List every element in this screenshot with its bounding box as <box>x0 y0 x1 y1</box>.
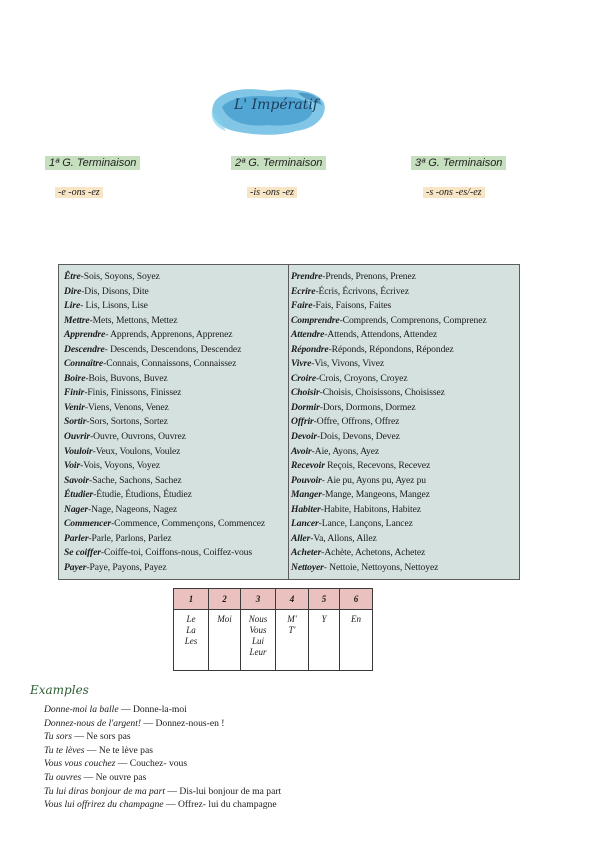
verb-forms: -Sors, Sortons, Sortez <box>86 416 168 428</box>
conjugation-row <box>291 488 519 503</box>
verb-forms: -Crois, Croyons, Croyez <box>316 372 408 384</box>
verb: Être <box>64 271 81 282</box>
example-result: — Couchez- vous <box>115 758 188 770</box>
example-item <box>44 771 281 785</box>
conjugation-column-left <box>59 265 289 579</box>
verb-forms: -Sois, Soyons, Soyez <box>80 271 160 282</box>
verb: Se coiffer <box>64 547 101 559</box>
example-result: — Offrez- lui du champagne <box>163 799 277 811</box>
verb-forms: -Choisis, Choisissons, Choisissez <box>319 387 445 399</box>
example-phrase: Tu lui diras bonjour de ma part <box>44 785 166 797</box>
example-item <box>44 785 281 799</box>
conjugation-row <box>291 561 519 576</box>
conjugation-row <box>64 285 288 300</box>
verb: Choisir <box>291 387 320 399</box>
verb: Dire <box>64 285 82 297</box>
verb-forms: -Paye, Payons, Payez <box>86 561 167 573</box>
verb: Acheter <box>291 547 322 559</box>
verb-forms: -Dois, Devons, Devez <box>317 431 400 443</box>
example-item <box>44 730 281 744</box>
page-title: L' Impératif <box>234 97 318 113</box>
verb-forms: -Réponds, Répondons, Répondez <box>328 343 454 355</box>
group-endings: -e -ons -ez <box>55 187 103 198</box>
pronoun-header-cell: 6 <box>340 589 373 610</box>
verb: Nettoyer <box>291 561 324 573</box>
conjugation-row <box>64 401 288 416</box>
group-3 <box>411 153 506 198</box>
verb-forms: -Connais, Connaissons, Connaissez <box>103 358 237 370</box>
pronoun-cell <box>174 610 209 671</box>
group-header: 3ª G. Terminaison <box>411 156 506 170</box>
pronoun-cell-text: M' T' <box>287 614 297 635</box>
verb: Attendre <box>291 329 325 341</box>
verb: Répondre <box>291 343 329 355</box>
example-phrase: Vous lui offrirez du champagne <box>44 799 164 811</box>
example-phrase: Tu ouvres <box>44 771 82 783</box>
verb: Offrir <box>291 416 314 428</box>
conjugation-row <box>291 445 519 460</box>
verb: Descendre <box>64 343 105 355</box>
pronoun-cell <box>276 610 309 671</box>
example-phrase: Donnez-nous de l'argent! <box>44 717 142 729</box>
verb-forms: -Mets, Mettons, Mettez <box>89 314 178 326</box>
pronoun-cell-text: Le La Les <box>184 614 198 646</box>
verb-forms: -Aie, Ayons, Ayez <box>311 445 380 457</box>
verb-forms: -Prends, Prenons, Prenez <box>322 271 416 282</box>
verb-forms: -Fais, Faisons, Faites <box>312 300 392 312</box>
pronoun-header-row <box>174 589 373 610</box>
conjugation-row <box>291 314 519 329</box>
conjugation-row <box>64 445 288 460</box>
verb: Vouloir <box>64 445 93 457</box>
verb-forms: - Apprends, Apprenons, Apprenez <box>105 329 233 341</box>
conjugation-row <box>291 401 519 416</box>
conjugation-row <box>291 430 519 445</box>
conjugation-column-right <box>289 265 519 579</box>
verb-forms: - Descends, Descendons, Descendez <box>104 343 242 355</box>
verb-forms: -Coiffe-toi, Coiffons-nous, Coiffez-vous <box>100 547 253 559</box>
example-result: — Ne te lève pas <box>84 744 153 756</box>
pronoun-header-cell: 4 <box>276 589 309 610</box>
verb: Savoir <box>64 474 89 486</box>
pronoun-body-row <box>174 610 373 671</box>
conjugation-row <box>64 386 288 401</box>
verb: Apprendre <box>64 329 106 341</box>
verb-forms: - Nettoie, Nettoyons, Nettoyez <box>323 561 439 573</box>
verb-forms: -Écris, Écrivons, Écrivez <box>315 285 409 297</box>
example-result: — Dis-lui bonjour de ma part <box>165 785 282 797</box>
example-result: — Donnez-nous-en ! <box>141 717 225 729</box>
conjugation-row <box>64 474 288 489</box>
example-phrase: Tu sors <box>44 731 72 743</box>
verb-forms: -Vis, Vivons, Vivez <box>311 358 385 370</box>
verb: Dormir <box>291 401 320 413</box>
verb: Recevoir <box>291 460 325 472</box>
verb: Vivre <box>291 358 312 370</box>
pronoun-header-cell: 3 <box>241 589 276 610</box>
conjugation-row <box>291 299 519 314</box>
example-phrase: Donne-moi la balle <box>44 704 119 715</box>
verb: Lire <box>64 300 81 312</box>
verb-forms: -Commence, Commençons, Commencez <box>111 518 266 530</box>
verb-forms: -Ouvre, Ouvrons, Ouvrez <box>90 431 186 443</box>
verb: Finir <box>64 387 85 399</box>
group-endings: -s -ons -es/-ez <box>423 187 485 198</box>
verb: Aller <box>291 532 311 544</box>
conjugation-row <box>64 561 288 576</box>
verb: Manger <box>291 489 322 501</box>
verb: Connaître <box>64 358 104 370</box>
pronoun-order-table <box>173 588 373 671</box>
example-item <box>44 757 281 771</box>
group-header: 1ª G. Terminaison <box>45 156 140 170</box>
verb: Payer <box>64 561 87 573</box>
verb: Voir <box>64 460 81 472</box>
conjugation-row <box>291 270 519 285</box>
conjugation-row <box>291 328 519 343</box>
conjugation-row <box>291 532 519 547</box>
verb: Nager <box>64 503 89 515</box>
verb: Comprendre <box>291 314 340 326</box>
verb-forms: -Nage, Nageons, Nagez <box>88 503 178 515</box>
verb: Croire <box>291 372 316 384</box>
conjugation-row <box>64 517 288 532</box>
verb-forms: - Aie pu, Ayons pu, Ayez pu <box>321 474 427 486</box>
conjugation-row <box>64 372 288 387</box>
group-2 <box>231 153 326 198</box>
conjugation-row <box>64 546 288 561</box>
verb-forms: -Dis, Disons, Dite <box>81 285 149 297</box>
pronoun-header-cell: 1 <box>174 589 209 610</box>
verb: Sortir <box>64 416 87 428</box>
examples-list <box>44 703 281 812</box>
verb-forms: Reçois, Recevons, Recevez <box>324 460 431 472</box>
conjugation-row <box>64 270 288 285</box>
verb-forms: -Viens, Venons, Venez <box>84 401 169 413</box>
example-item <box>44 798 281 812</box>
example-phrase: Vous vous couchez <box>44 758 116 770</box>
conjugation-row <box>291 459 519 474</box>
conjugation-row <box>64 357 288 372</box>
verb-forms: -Mange, Mangeons, Mangez <box>321 489 430 501</box>
pronoun-header-cell: 5 <box>309 589 340 610</box>
group-1 <box>45 153 140 198</box>
verb: Avoir <box>291 445 312 457</box>
verb-forms: -Vois, Voyons, Voyez <box>80 460 160 472</box>
verb-forms: -Lance, Lançons, Lancez <box>318 518 413 530</box>
conjugation-row <box>291 517 519 532</box>
verb-forms: -Dors, Dormons, Dormez <box>319 401 416 413</box>
example-result: — Ne ouvre pas <box>81 771 147 783</box>
conjugation-row <box>291 546 519 561</box>
example-result: — Ne sors pas <box>72 731 131 743</box>
conjugation-row <box>291 372 519 387</box>
verb: Pouvoir <box>291 474 322 486</box>
verb-forms: -Comprends, Comprenons, Comprenez <box>339 314 487 326</box>
conjugation-row <box>64 314 288 329</box>
verb: Parler <box>64 532 89 544</box>
conjugation-row <box>64 299 288 314</box>
verb-forms: -Sache, Sachons, Sachez <box>89 474 182 486</box>
verb: Commencer <box>64 518 112 530</box>
conjugation-row <box>64 343 288 358</box>
conjugation-table <box>58 264 520 580</box>
title-block <box>208 85 328 137</box>
verb-forms: -Achète, Achetons, Achetez <box>321 547 426 559</box>
pronoun-cell: En <box>340 610 373 671</box>
example-item <box>44 717 281 731</box>
verb-forms: -Bois, Buvons, Buvez <box>85 372 168 384</box>
conjugation-row <box>64 328 288 343</box>
examples-title: Examples <box>30 683 89 697</box>
group-header: 2ª G. Terminaison <box>231 156 326 170</box>
verb: Venir <box>64 401 85 413</box>
conjugation-row <box>291 474 519 489</box>
verb-forms: -Habite, Habitons, Habitez <box>320 503 421 515</box>
verb: Ecrire <box>291 285 316 297</box>
conjugation-row <box>64 430 288 445</box>
verb: Étudier <box>64 489 94 501</box>
conjugation-row <box>291 415 519 430</box>
conjugation-row <box>64 503 288 518</box>
pronoun-cell: Moi <box>209 610 241 671</box>
pronoun-cell: Y <box>309 610 340 671</box>
verb: Mettre <box>64 314 90 326</box>
example-phrase: Tu te lèves <box>44 744 85 756</box>
conjugation-row <box>291 343 519 358</box>
example-item <box>44 744 281 758</box>
conjugation-row <box>64 488 288 503</box>
conjugation-row <box>291 503 519 518</box>
group-endings: -is -ons -ez <box>247 187 297 198</box>
conjugation-row <box>291 386 519 401</box>
verb-forms: -Finis, Finissons, Finissez <box>84 387 182 399</box>
verb-forms: -Attends, Attendons, Attendez <box>324 329 438 341</box>
conjugation-row <box>64 532 288 547</box>
verb: Prendre <box>291 271 323 282</box>
verb: Habiter <box>291 503 321 515</box>
conjugation-row <box>291 285 519 300</box>
verb-forms: -Va, Allons, Allez <box>310 532 377 544</box>
verb: Faire <box>291 300 313 312</box>
pronoun-cell <box>241 610 276 671</box>
verb-forms: -Étudie, Étudions, Étudiez <box>93 489 192 501</box>
example-item <box>44 703 281 717</box>
pronoun-header-cell: 2 <box>209 589 241 610</box>
verb-forms: - Lis, Lisons, Lise <box>80 300 148 312</box>
verb-forms: -Parle, Parlons, Parlez <box>88 532 172 544</box>
verb-forms: -Veux, Voulons, Voulez <box>92 445 181 457</box>
conjugation-row <box>64 415 288 430</box>
conjugation-row <box>64 459 288 474</box>
pronoun-cell-text: Nous Vous Lui Leur <box>248 614 268 657</box>
verb: Ouvrir <box>64 431 91 443</box>
verb: Lancer <box>291 518 319 530</box>
verb: Devoir <box>291 431 318 443</box>
example-result: — Donne-la-moi <box>118 704 187 715</box>
verb-forms: -Offre, Offrons, Offrez <box>313 416 400 428</box>
conjugation-row <box>291 357 519 372</box>
verb: Boire <box>64 372 86 384</box>
